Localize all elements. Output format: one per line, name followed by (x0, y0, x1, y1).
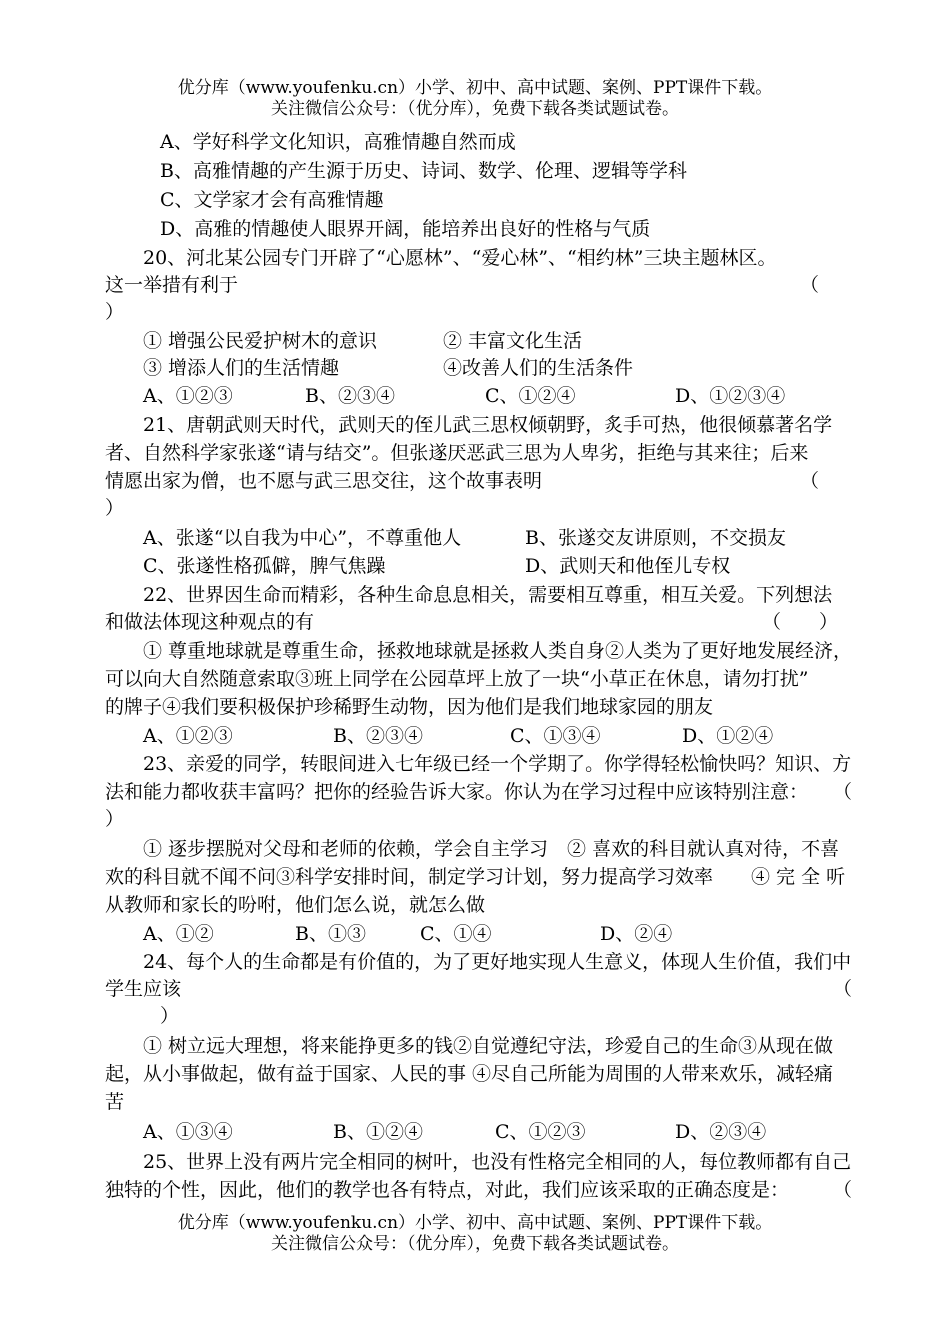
q20-option-c: C、①②④ (485, 385, 576, 407)
q21-option-b: B、张遂交友讲原则，不交损友 (525, 527, 786, 549)
q23-option-c: C、①④ (420, 923, 492, 945)
q20-option-a: A、①②③ (143, 385, 233, 407)
q24-answer-paren-close: ） (160, 1005, 180, 1027)
q22-stem-line-1: 22、世界因生命而精彩，各种生命息息相关，需要相互尊重，相互关爱。下列想法 (143, 584, 833, 606)
q23-statements-line-1: ① 逐步摆脱对父母和老师的依赖，学会自主学习 ② 喜欢的科目就认真对待，不喜 (143, 838, 840, 860)
q22-option-a: A、①②③ (143, 725, 233, 747)
q23-stem-line-1: 23、亲爱的同学，转眼间进入七年级已经一个学期了。你学得轻松愉快吗？知识、方 (143, 753, 852, 775)
q24-option-a: A、①③④ (143, 1121, 233, 1143)
q22-statements-line-1: ① 尊重地球就是尊重生命，拯救地球就是拯救人类自身②人类为了更好地发展经济， (143, 640, 853, 662)
q21-option-a: A、张遂“以自我为中心”，不尊重他人 (143, 527, 462, 549)
q24-statements-line-1: ① 树立远大理想，将来能挣更多的钱②自觉遵纪守法，珍爱自己的生命③从现在做 (143, 1035, 834, 1057)
q24-option-b: B、①②④ (333, 1121, 423, 1143)
q22-option-b: B、②③④ (333, 725, 423, 747)
q24-stem-line-1: 24、每个人的生命都是有价值的，为了更好地实现人生意义，体现人生价值，我们中 (143, 951, 852, 973)
q23-stem-line-2: 法和能力都收获丰富吗？把你的经验告诉大家。你认为在学习过程中应该特别注意： (105, 781, 809, 803)
q21-option-c: C、张遂性格孤僻，脾气焦躁 (143, 555, 386, 577)
q24-option-c: C、①②③ (495, 1121, 586, 1143)
q20-option-d: D、①②③④ (675, 385, 786, 407)
q20-statement-1: ① 增强公民爱护树木的意识 (143, 330, 378, 352)
q23-answer-paren-close: ） (105, 808, 125, 830)
footer-line-2: 关注微信公众号：（优分库），免费下载各类试题试卷。 (271, 1234, 679, 1254)
q22-option-c: C、①③④ (510, 725, 601, 747)
q23-option-d: D、②④ (600, 923, 673, 945)
q19-option-a: A、学好科学文化知识，高雅情趣自然而成 (160, 131, 516, 153)
q20-stem-line-2: 这一举措有利于 (105, 274, 239, 296)
q22-stem-line-2: 和做法体现这种观点的有 (105, 611, 315, 633)
q20-statement-4: ④改善人们的生活条件 (443, 357, 634, 379)
q22-statements-line-2: 可以向大自然随意索取③班上同学在公园草坪上放了一块“小草正在休息，请勿打扰” (105, 668, 809, 690)
q21-option-d: D、武则天和他侄儿专权 (525, 555, 731, 577)
q21-stem-line-3: 情愿出家为僧，也不愿与武三思交往，这个故事表明 (105, 470, 543, 492)
q24-answer-paren-open: （ (833, 978, 853, 1000)
q24-option-d: D、②③④ (675, 1121, 767, 1143)
q25-stem-line-2: 独特的个性，因此，他们的教学也各有特点，对此，我们应该采取的正确态度是： (105, 1179, 790, 1201)
q20-stem-line-1: 20、河北某公园专门开辟了“心愿林”、“爱心林”、“相约林”三块主题林区。 (143, 247, 777, 269)
q20-statement-2: ② 丰富文化生活 (443, 330, 583, 352)
q24-statements-line-2: 起，从小事做起，做有益于国家、人民的事 ④尽自己所能为周围的人带来欢乐，减轻痛 (105, 1063, 834, 1085)
q21-answer-paren-open: （ (800, 470, 820, 492)
q22-answer-paren: （ ） (762, 611, 839, 633)
q22-option-d: D、①②④ (682, 725, 774, 747)
q21-stem-line-2: 者、自然科学家张遂“请与结交”。但张遂厌恶武三思为人卑劣，拒绝与其来往；后来 (105, 442, 809, 464)
header-line-2: 关注微信公众号：（优分库），免费下载各类试题试卷。 (271, 99, 679, 119)
q24-statements-line-3: 苦 (105, 1091, 125, 1113)
q20-statement-3: ③ 增添人们的生活情趣 (143, 357, 340, 379)
q20-answer-paren-close: ） (105, 301, 125, 323)
q20-option-b: B、②③④ (305, 385, 395, 407)
q23-statements-line-3: 从教师和家长的吩咐，他们怎么说，就怎么做 (105, 894, 486, 916)
q20-answer-paren-open: （ (800, 274, 820, 296)
q19-option-c: C、文学家才会有高雅情趣 (160, 189, 384, 211)
q23-option-b: B、①③ (295, 923, 366, 945)
q25-answer-paren-open: （ (833, 1179, 853, 1201)
q22-statements-line-3: 的牌子④我们要积极保护珍稀野生动物，因为他们是我们地球家园的朋友 (105, 696, 714, 718)
q23-statements-line-2: 欢的科目就不闻不问③科学安排时间，制定学习计划，努力提高学习效率 ④ 完 全 听 (105, 866, 846, 888)
q25-stem-line-1: 25、世界上没有两片完全相同的树叶，也没有性格完全相同的人，每位教师都有自己 (143, 1151, 852, 1173)
q19-option-b: B、高雅情趣的产生源于历史、诗词、数学、伦理、逻辑等学科 (160, 160, 687, 182)
footer-line-1: 优分库（www.youfenku.cn）小学、初中、高中试题、案例、PPT课件下载。 (177, 1213, 773, 1233)
q19-option-d: D、高雅的情趣使人眼界开阔，能培养出良好的性格与气质 (160, 218, 651, 240)
q23-option-a: A、①② (143, 923, 214, 945)
q23-answer-paren-open: （ (833, 781, 853, 803)
header-line-1: 优分库（www.youfenku.cn）小学、初中、高中试题、案例、PPT课件下载。 (177, 78, 773, 98)
q21-stem-line-1: 21、唐朝武则天时代，武则天的侄儿武三思权倾朝野，炙手可热，他很倾慕著名学 (143, 414, 833, 436)
q21-answer-paren-close: ） (105, 497, 125, 519)
q24-stem-line-2: 学生应该 (105, 978, 182, 1000)
